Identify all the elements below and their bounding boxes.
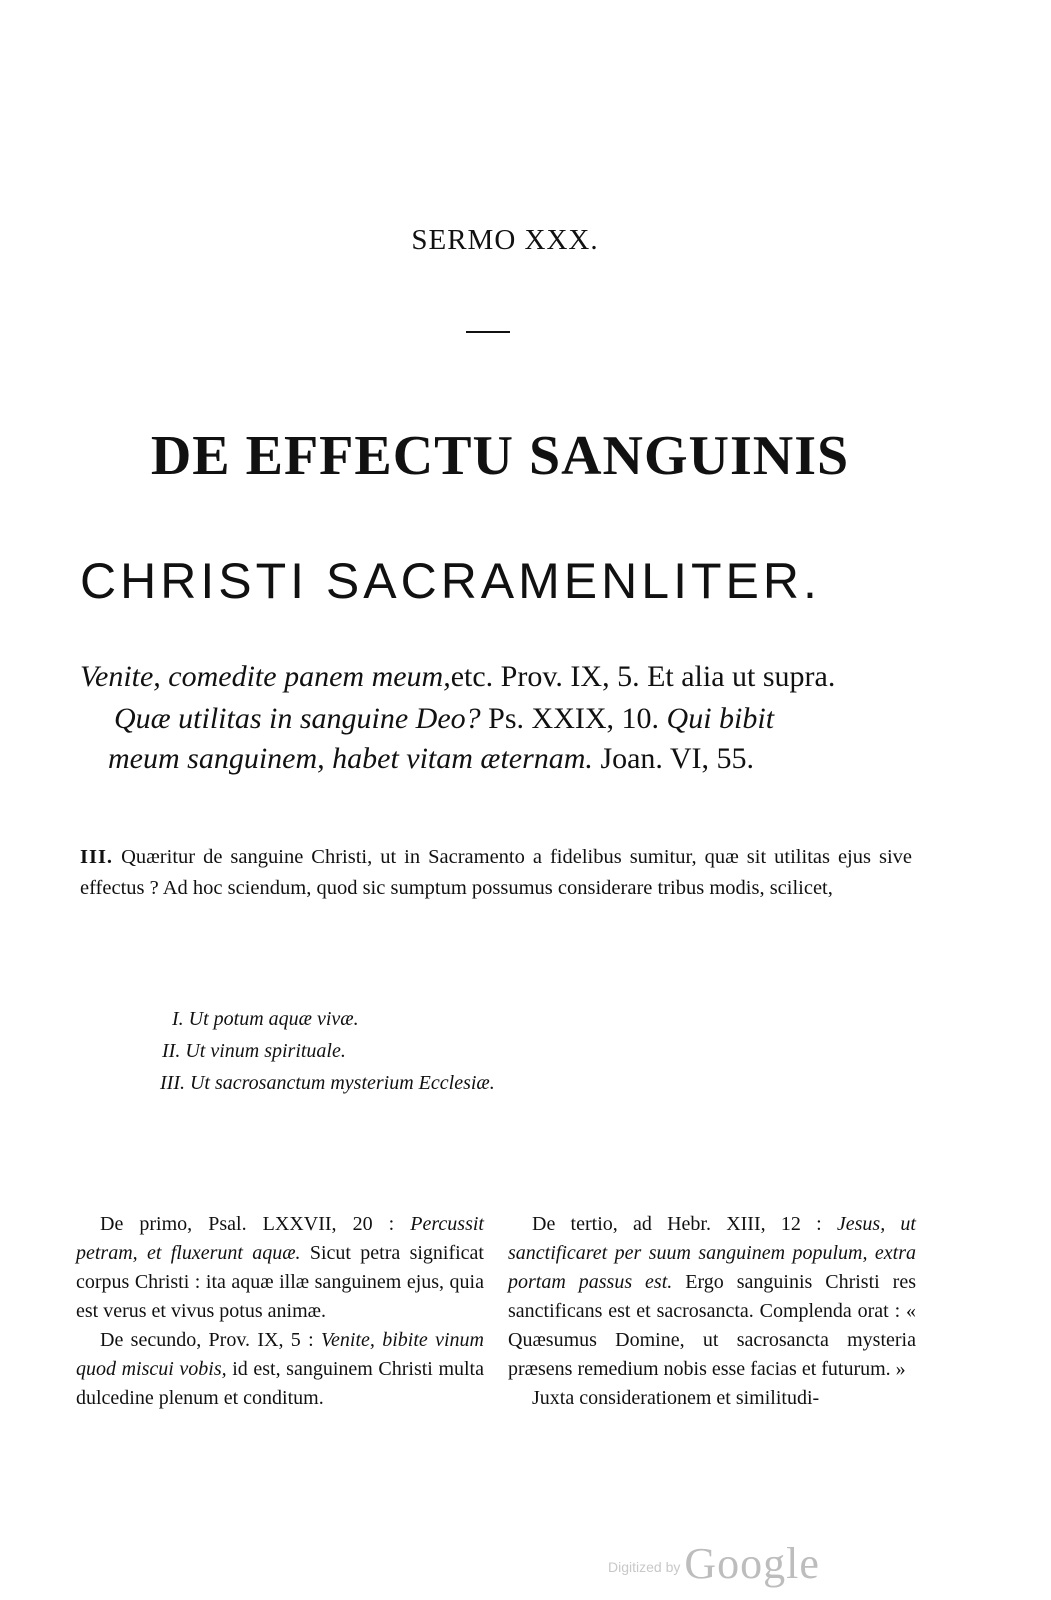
paragraph-text: Quæritur de sanguine Christi, ut in Sacramento a fidelibus sumitur, quæ sit utilitas ejus sive effectus ? Ad hoc sciendum, quod sic sumptum possumus considerare tribus modis, scilicet,: [80, 846, 913, 899]
list-item: II. Ut vinum spirituale.: [162, 1040, 346, 1062]
google-logo: Google: [684, 1539, 820, 1588]
text-span: id est, sanguinem Christi multa dulcedine plenum et conditum.: [76, 1358, 484, 1409]
text-span: Ergo sanguinis Christi res sanctificans est et sacrosancta. Complenda orat : « Quæsumus Domine, ut sacrosancta mysteria præsens remedium nobis esse facias et futurum. »: [508, 1271, 916, 1380]
epigraph-quote: Venite, comedite panem meum,: [80, 660, 451, 693]
left-paragraph-1: [76, 1210, 484, 1326]
paragraph-number: III.: [80, 846, 114, 868]
google-watermark: [608, 1538, 820, 1589]
quote-span: Percussit petram, et fluxerunt aquæ.: [76, 1213, 484, 1264]
text-span: De secundo, Prov. IX, 5 :: [100, 1329, 322, 1351]
epigraph-quote: meum sanguinem, habet vitam æternam.: [108, 742, 593, 775]
right-column: [508, 1210, 916, 1413]
list-item: I. Ut potum aquæ vivæ.: [172, 1008, 359, 1030]
epigraph-line-1: [80, 660, 920, 694]
epigraph-line-3: [108, 742, 948, 776]
right-paragraph-1: [508, 1210, 916, 1384]
list-item: III. Ut sacrosanctum mysterium Ecclesiæ.: [160, 1072, 495, 1094]
epigraph-reference: etc. Prov. IX, 5. Et alia ut supra.: [450, 660, 836, 693]
body-paragraph: [80, 842, 912, 904]
epigraph-line-2: [114, 702, 954, 736]
text-span: Sicut petra significat corpus Christi : ita aquæ illæ sanguinem ejus, quia est verus et vivus potus animæ.: [76, 1242, 484, 1322]
epigraph-reference: Ps. XXIX, 10.: [488, 702, 660, 735]
sermon-heading: SERMO XXX.: [411, 224, 599, 256]
text-span: De tertio, ad Hebr. XIII, 12 :: [532, 1213, 837, 1235]
text-span: De primo, Psal. LXXVII, 20 :: [100, 1213, 411, 1235]
quote-span: Jesus, ut sanctificaret per suum sanguinem populum, extra portam passus est.: [508, 1213, 916, 1293]
epigraph-reference: Joan. VI, 55.: [600, 742, 755, 775]
title-line-1: DE EFFECTU SANGUINIS: [150, 425, 850, 487]
epigraph-quote: Quæ utilitas in sanguine Deo?: [114, 702, 481, 735]
left-column: [76, 1210, 484, 1413]
title-line-2: CHRISTI SACRAMENLITER.: [80, 553, 821, 609]
divider-rule: [466, 331, 510, 333]
epigraph-quote: Qui bibit: [666, 702, 775, 735]
watermark-digitized: Digitized by: [608, 1559, 681, 1575]
left-paragraph-2: [76, 1326, 484, 1413]
right-paragraph-2: Juxta considerationem et similitudi-: [532, 1387, 820, 1409]
quote-span: Venite, bibite vinum quod miscui vobis,: [76, 1329, 484, 1380]
